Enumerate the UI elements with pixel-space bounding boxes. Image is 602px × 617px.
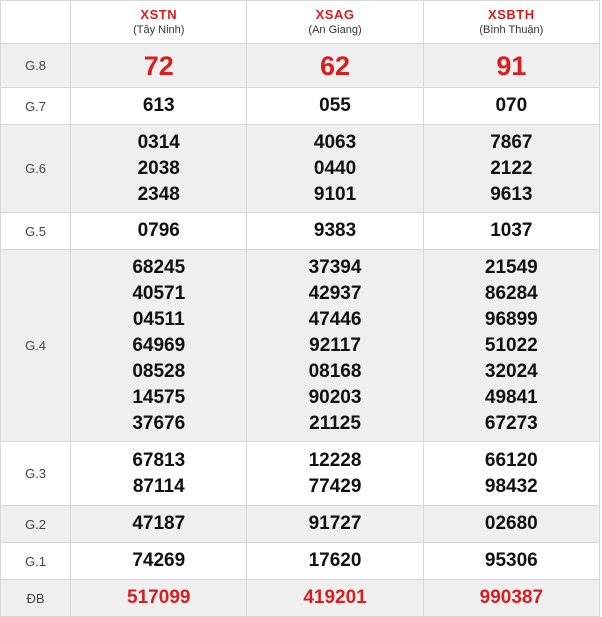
prize-cell [71,213,247,250]
prize-number: 2348 [137,183,180,205]
prize-number: 66120 [484,449,538,471]
prize-number: 0796 [137,220,180,241]
prize-cell [247,580,423,617]
prize-cell [423,580,599,617]
prize-number: 67273 [484,412,538,434]
prize-number: 62 [320,50,351,81]
prize-number: 12228 [308,449,362,471]
prize-number: 51022 [484,334,538,356]
prize-number: 0314 [137,131,180,153]
prize-number: 47187 [132,513,186,534]
prize-number: 92117 [309,334,361,356]
special-prize-number: 419201 [303,587,367,608]
prize-label: ĐB [1,580,71,617]
prize-number: 72 [143,50,174,81]
prize-cell [71,442,247,506]
province-code[interactable]: XSTN [140,7,178,22]
prize-number: 91727 [308,513,362,534]
prize-number: 40571 [132,282,186,304]
province-name: (Bình Thuận) [479,24,544,36]
prize-number: 98432 [484,475,538,497]
prize-cell [423,506,599,543]
prize-number: 68245 [132,256,186,278]
prize-cell [247,442,423,506]
prize-cell [423,543,599,580]
prize-number: 49841 [484,386,538,408]
prize-number: 21125 [309,412,361,434]
province-header-row [1,1,600,44]
prize-number: 08168 [308,360,362,382]
prize-cell [71,250,247,442]
prize-number: 32024 [484,360,538,382]
prize-number: 070 [495,95,528,116]
prize-cell [71,88,247,125]
prize-cell [71,543,247,580]
prize-number: 08528 [132,360,186,382]
prize-cell [71,506,247,543]
prize-number: 055 [319,95,351,116]
prize-label: G.1 [1,543,71,580]
prize-number: 02680 [484,513,538,534]
prize-number: 7867 [490,131,533,153]
prize-row-g3 [1,442,600,506]
province-name: (An Giang) [308,24,362,36]
prize-row-g8 [1,44,600,88]
prize-row-g5 [1,213,600,250]
prize-number: 86284 [484,282,538,304]
prize-cell [247,213,423,250]
prize-cell [247,506,423,543]
prize-number: 90203 [308,386,362,408]
prize-number: 42937 [308,282,362,304]
header-corner-cell [1,1,71,44]
prize-number: 37394 [308,256,362,278]
prize-number: 2122 [490,157,533,179]
province-header-an-giang [247,1,423,44]
prize-number: 14575 [132,386,186,408]
prize-cell [71,125,247,213]
special-prize-number: 517099 [127,587,191,608]
prize-cell [423,213,599,250]
prize-row-g4 [1,250,600,442]
prize-number: 613 [142,95,175,116]
prize-label: G.6 [1,125,71,213]
prize-number: 87114 [132,475,185,497]
prize-cell [247,125,423,213]
prize-row-g1 [1,543,600,580]
prize-row-g2 [1,506,600,543]
prize-cell [423,88,599,125]
prize-row-g7 [1,88,600,125]
province-name: (Tây Ninh) [133,24,185,36]
prize-label: G.2 [1,506,71,543]
prize-number: 9613 [490,183,533,205]
prize-row-special [1,580,600,617]
prize-number: 21549 [484,256,538,278]
prize-number: 1037 [490,220,533,241]
prize-number: 9101 [313,183,357,205]
prize-number: 96899 [484,308,538,330]
province-header-tay-ninh [71,1,247,44]
prize-cell [247,88,423,125]
prize-row-g6 [1,125,600,213]
prize-cell [71,44,247,88]
prize-number: 37676 [132,412,186,434]
prize-number: 91 [496,50,527,81]
prize-cell [247,44,423,88]
prize-number: 77429 [308,475,362,497]
prize-cell [71,580,247,617]
prize-label: G.3 [1,442,71,506]
prize-number: 4063 [313,131,357,153]
prize-number: 04511 [132,308,185,330]
prize-cell [423,442,599,506]
prize-cell [423,125,599,213]
prize-number: 47446 [308,308,362,330]
province-code[interactable]: XSBTH [488,7,535,22]
prize-cell [247,543,423,580]
prize-number: 0440 [313,157,357,179]
prize-cell [247,250,423,442]
special-prize-number: 990387 [479,587,544,608]
prize-number: 2038 [137,157,180,179]
prize-number: 74269 [132,550,186,571]
prize-cell [423,44,599,88]
prize-label: G.5 [1,213,71,250]
prize-label: G.7 [1,88,71,125]
prize-label: G.4 [1,250,71,442]
province-code[interactable]: XSAG [315,7,355,22]
province-header-binh-thuan [423,1,599,44]
prize-number: 17620 [308,550,362,571]
prize-number: 95306 [484,550,538,571]
prize-number: 9383 [313,220,357,241]
prize-label: G.8 [1,44,71,88]
prize-number: 64969 [132,334,186,356]
prize-cell [423,250,599,442]
prize-number: 67813 [132,449,186,471]
